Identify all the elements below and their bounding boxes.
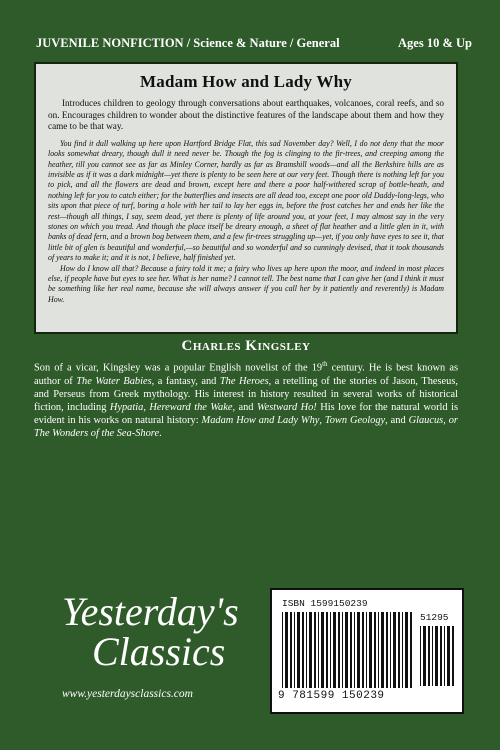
publisher-website: www.yesterdaysclassics.com bbox=[62, 688, 193, 700]
price-barcode-graphic bbox=[420, 626, 458, 688]
barcode-bar bbox=[435, 626, 438, 686]
bio-text: , and bbox=[385, 415, 409, 427]
barcode-bar bbox=[386, 612, 388, 688]
author-section bbox=[34, 338, 458, 441]
bio-text: , bbox=[143, 402, 150, 414]
ean-barcode-graphic bbox=[282, 612, 416, 690]
book-description: Introduces children to geology through conversations about earthquakes, volcanoes, coral reefs, and so on. Encourages children to wonder about the distinctive features of the landscape about them and how they came to be that way. bbox=[48, 98, 444, 132]
excerpt-paragraph-1: You find it dull walking up here upon Hartford Bridge Flat, this sad November day? Well, I do not deny that the moor looks somewhat dreary, though dull it need never be. Though the fog is clinging to the fir-trees, and creeping among the heather, till you cannot see as far as Minley Corner, hardly as far as Bramshill woods—and all the Berkshire hills are as invisible as if it was a dark midnight—yet there is plenty to be seen here at our very feet. Though there is nothing left for you to pick, and all the flowers are dead and brown, except here and there a poor half-withered scrap of bottle-heath, and nothing left for you to catch either; for the butterflies and insects are all dead too, except one poor old Daddy-long-legs, who sits upon that piece of turf, boring a hole with her tail to lay her eggs in, before the frost catches her and ends her like the rest—though all things, I say, seem dead, yet there is plenty of life around you, at your feet, I may almost say in the very stones on which you tread. And though the place itself be dreary enough, a sheet of flat heather and a little glen in it, with banks of dead fern, and a brown bog between them, and a few fir-trees struggling up—yet, if you only have eyes to see it, that little bit of glen is beautiful and wonderful,—so beautiful and so wonderful and so cunningly devised, that it took thousands of years to make it; and it is not, I believe, half finished yet. bbox=[48, 138, 444, 263]
barcode-box bbox=[270, 588, 464, 714]
barcode-bar bbox=[452, 626, 454, 686]
logo-line-2: Classics bbox=[92, 629, 226, 674]
barcode-bar bbox=[345, 612, 348, 688]
barcode-bar bbox=[326, 612, 328, 688]
bio-text: Son of a vicar, Kingsley was a popular English novelist of the 19 bbox=[34, 362, 323, 374]
barcode-bar bbox=[398, 612, 400, 688]
category-label: JUVENILE NONFICTION / Science & Nature / General bbox=[36, 36, 340, 50]
barcode-bar bbox=[366, 612, 367, 688]
barcode-bar bbox=[410, 612, 412, 688]
barcode-bar bbox=[420, 626, 421, 686]
barcode-bar bbox=[350, 612, 352, 688]
book-title-water-babies: The Water Babies bbox=[76, 375, 152, 387]
barcode-bar bbox=[342, 612, 343, 688]
barcode-bar bbox=[405, 612, 408, 688]
bio-text: His love for the natural world is evident in his works on natural history: bbox=[34, 402, 459, 427]
barcode-bar bbox=[428, 626, 430, 686]
book-title-hereward: Hereward the Wake bbox=[149, 402, 233, 414]
barcode-bar bbox=[338, 612, 340, 688]
barcode-bar bbox=[290, 612, 292, 688]
barcode-bar bbox=[374, 612, 376, 688]
barcode-bar bbox=[381, 612, 384, 688]
ean-number: 9 781599 150239 bbox=[278, 690, 385, 702]
barcode-bar bbox=[333, 612, 336, 688]
bio-text: . bbox=[159, 428, 162, 440]
isbn-text: ISBN 1599150239 bbox=[282, 598, 368, 609]
ages-label: Ages 10 & Up bbox=[398, 36, 472, 50]
author-name: Charles Kingsley bbox=[181, 338, 311, 354]
barcode-bar bbox=[444, 626, 445, 686]
bio-text: century. He is best known as author of bbox=[34, 362, 458, 387]
barcode-bar bbox=[297, 612, 300, 688]
barcode-bar bbox=[285, 612, 288, 688]
book-title-madam-how: Madam How and Lady Why bbox=[201, 415, 320, 427]
barcode-bar bbox=[321, 612, 324, 688]
barcode-bar bbox=[440, 626, 442, 686]
excerpt-paragraph-2: How do I know all that? Because a fairy told it me; a fairy who lives up here upon the moor, and indeed in most places else, if people have but eyes to see her. What is her name? I cannot tell. The best name that I can give her (and I think it must be something like her real name, because she will always answer if you call her by it patiently and reverently) is Madam How. bbox=[48, 263, 444, 304]
book-title-town-geology: Town Geology bbox=[324, 415, 386, 427]
barcode-bar bbox=[432, 626, 433, 686]
author-bio bbox=[34, 358, 458, 441]
barcode-bar bbox=[378, 612, 379, 688]
barcode-bar bbox=[306, 612, 307, 688]
barcode-bar bbox=[402, 612, 403, 688]
barcode-bar bbox=[362, 612, 364, 688]
book-title-glaucus: Glaucus, or The Wonders of the Sea-Shore bbox=[34, 415, 458, 440]
barcode-bar bbox=[318, 612, 319, 688]
barcode-bar bbox=[357, 612, 360, 688]
book-title-heroes: The Heroes bbox=[219, 375, 269, 387]
bio-superscript: th bbox=[322, 360, 328, 368]
book-title-hypatia: Hypatia bbox=[109, 402, 144, 414]
bio-text: , a retelling of the stories of Jason, Theseus, and Perseus from Greek mythology. His interest in history resulted in several works of historical fiction, including bbox=[34, 375, 459, 414]
barcode-bar bbox=[330, 612, 331, 688]
barcode-bar bbox=[294, 612, 295, 688]
bio-text: , a fantasy, and bbox=[151, 375, 220, 387]
book-title-westward-ho: Westward Ho! bbox=[256, 402, 317, 414]
barcode-bar bbox=[423, 626, 426, 686]
book-title: Madam How and Lady Why bbox=[140, 72, 352, 91]
barcode-bar bbox=[282, 612, 283, 688]
barcode-bar bbox=[314, 612, 316, 688]
bio-text: , bbox=[319, 415, 325, 427]
barcode-bar bbox=[447, 626, 450, 686]
top-header bbox=[0, 0, 500, 52]
description-panel bbox=[34, 62, 458, 334]
barcode-bar bbox=[369, 612, 372, 688]
barcode-bar bbox=[354, 612, 355, 688]
barcode-bar bbox=[390, 612, 391, 688]
price-code: 51295 bbox=[420, 612, 449, 623]
barcode-bar bbox=[309, 612, 312, 688]
barcode-bar bbox=[393, 612, 396, 688]
bio-text: , and bbox=[232, 402, 257, 414]
logo-line-1: Yesterday's bbox=[62, 589, 239, 634]
barcode-bar bbox=[302, 612, 304, 688]
book-excerpt bbox=[48, 139, 444, 306]
